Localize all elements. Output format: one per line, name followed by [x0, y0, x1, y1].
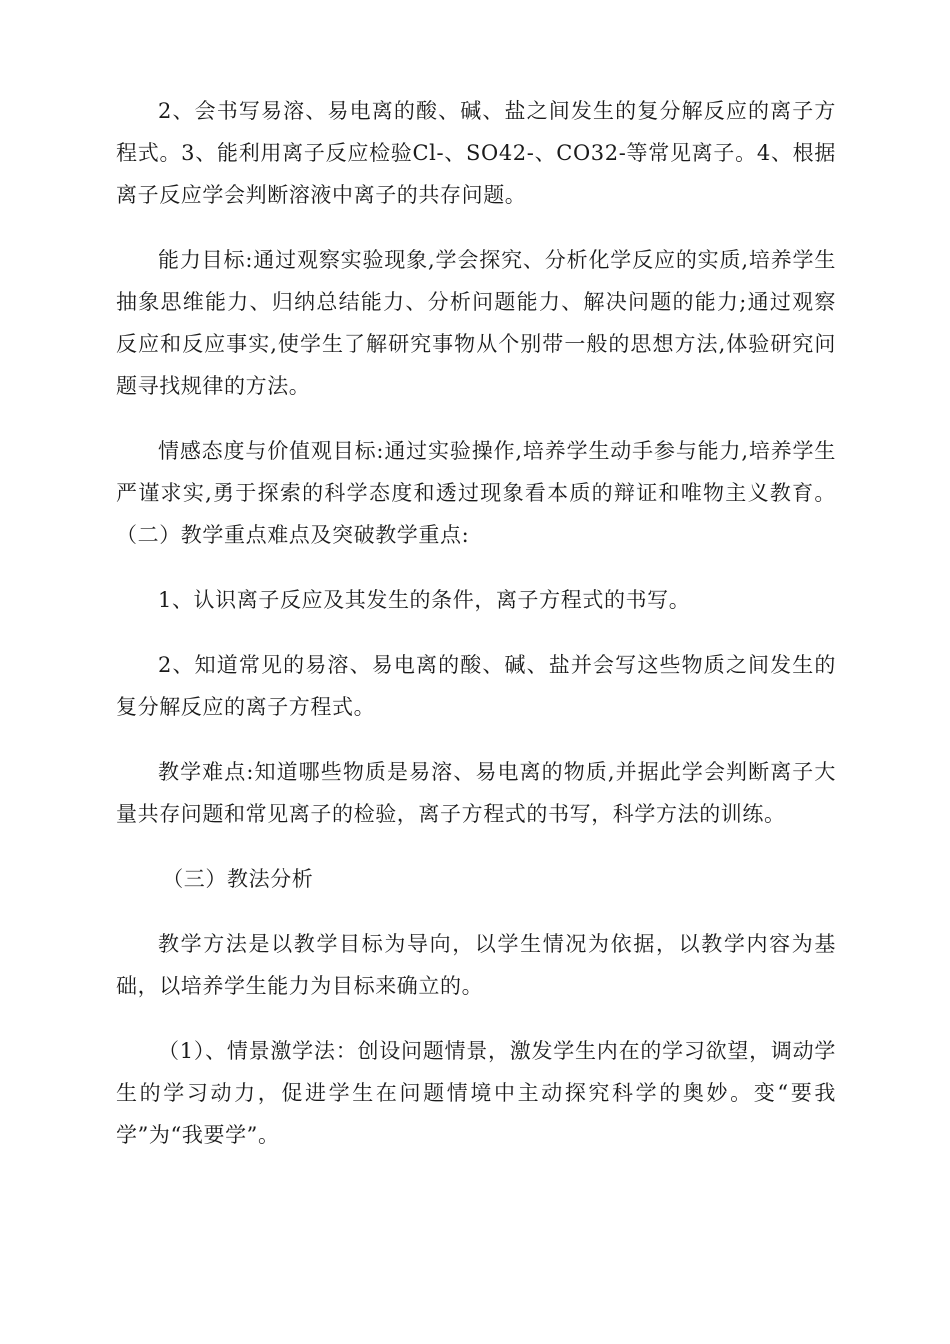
paragraph-emotion-objective: 情感态度与价值观目标:通过实验操作,培养学生动手参与能力,培养学生严谨求实,勇于探索的科学态度和透过现象看本质的辩证和唯物主义教育。（二）教学重点难点及突破教学重点: [116, 439, 836, 547]
paragraph-teaching-method: 教学方法是以教学目标为导向，以学生情况为依据，以教学内容为基础，以培养学生能力为目标来确立的。 [116, 932, 836, 998]
paragraph-objective-2-4: 2、会书写易溶、易电离的酸、碱、盐之间发生的复分解反应的离子方程式。3、能利用离子反应检验Cl-、SO42-、CO32-等常见离子。4、根据离子反应学会判断溶液中离子的共存问题。 [116, 99, 836, 207]
paragraph-teaching-difficulty: 教学难点:知道哪些物质是易溶、易电离的物质,并据此学会判断离子大量共存问题和常见离子的检验，离子方程式的书写，科学方法的训练。 [116, 760, 836, 826]
paragraph-key-point-1: 1、认识离子反应及其发生的条件，离子方程式的书写。 [158, 588, 691, 612]
paragraph-scenario-method: （1）、情景激学法：创设问题情景，激发学生内在的学习欲望，调动学生的学习动力，促进学生在问题情境中主动探究科学的奥妙。变“要我学”为“我要学”。 [116, 1039, 836, 1147]
paragraph-key-point-2: 2、知道常见的易溶、易电离的酸、碱、盐并会写这些物质之间发生的复分解反应的离子方程式。 [116, 653, 836, 719]
section-heading-teaching-method-analysis: （三）教法分析 [162, 867, 314, 891]
paragraph-ability-objective: 能力目标:通过观察实验现象,学会探究、分析化学反应的实质,培养学生抽象思维能力、归纳总结能力、分析问题能力、解决问题的能力;通过观察反应和反应事实,使学生了解研究事物从个别带一般的思想方法,体验研究问题寻找规律的方法。 [116, 248, 836, 398]
document-body [116, 90, 836, 1179]
